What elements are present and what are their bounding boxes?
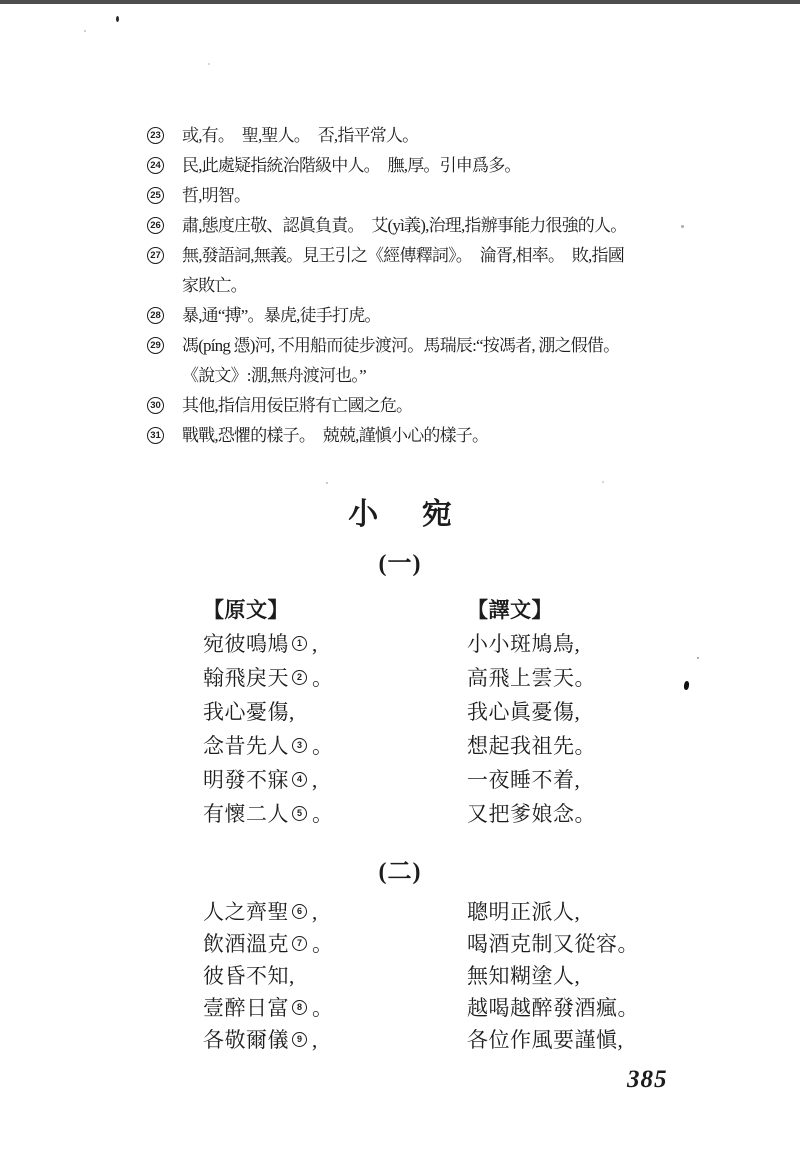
stanza-2-heading: (二) (378, 859, 422, 885)
annotation-item (147, 211, 767, 241)
annotation-item (147, 391, 767, 421)
circled-number: 30 (147, 397, 164, 414)
column-header-original: 【原文】 (203, 598, 289, 622)
poem-line-translation: 一夜睡不着, (467, 768, 581, 792)
poem-line-original: 飲酒溫克 7 。 (203, 932, 334, 956)
note-ref: 2 (292, 670, 307, 685)
column-header-translation: 【譯文】 (467, 598, 553, 622)
annotation-text: 戰戰,恐懼的樣子。 兢兢,謹愼小心的樣子。 (182, 426, 489, 445)
circled-number: 29 (147, 337, 164, 354)
page-number: 385 (627, 1066, 668, 1093)
annotation-text: 或,有。 聖,聖人。 否,指平常人。 (182, 126, 419, 145)
note-ref: 1 (292, 636, 307, 651)
annotation-text: 哲,明智。 (182, 186, 251, 205)
poem-line-translation: 越喝越醉發酒瘋。 (467, 996, 639, 1020)
annotation-item (147, 181, 767, 211)
note-ref: 3 (292, 738, 307, 753)
original-column (203, 896, 334, 1056)
poem-line-translation: 高飛上雲天。 (467, 666, 596, 690)
circled-number: 28 (147, 307, 164, 324)
circled-number: 27 (147, 247, 164, 264)
poem-line-original: 我心憂傷, (203, 700, 295, 724)
ink-speck (602, 481, 604, 483)
poem-line-translation: 又把爹娘念。 (467, 802, 596, 826)
annotation-text: 民,此處疑指統治階級中人。 膴,厚。引申爲多。 (182, 156, 521, 175)
poem-line-original: 念昔先人 3 。 (203, 734, 334, 758)
annotation-text: 無,發語詞,無義。見王引之《經傳釋詞》。 淪胥,相率。 敗,指國 家敗亡。 (182, 246, 624, 295)
annotation-item (147, 151, 767, 181)
translation-column (467, 593, 596, 831)
annotation-item (147, 301, 767, 331)
poem-line-original: 壹醉日富 8 。 (203, 996, 334, 1020)
annotations-list (147, 121, 767, 451)
stanza-1-heading: (一) (378, 551, 422, 577)
circled-number: 25 (147, 187, 164, 204)
annotation-text: 肅,態度庄敬、認眞負責。 艾(yì義),治理,指辦事能力很強的人。 (182, 216, 627, 235)
ink-speck (116, 16, 119, 22)
poem-line-original: 明發不寐 4 , (203, 768, 318, 792)
circled-number: 26 (147, 217, 164, 234)
poem-line-original: 各敬爾儀 9 , (203, 1028, 318, 1052)
ink-speck (208, 63, 210, 65)
note-ref: 5 (292, 806, 307, 821)
annotation-text: 暴,通“搏”。暴虎,徒手打虎。 (182, 306, 381, 325)
poem-line-translation: 無知糊塗人, (467, 964, 581, 988)
ink-speck (697, 657, 699, 659)
note-ref: 9 (292, 1032, 307, 1047)
poem-line-original: 有懷二人 5 。 (203, 802, 334, 826)
poem-line-translation: 喝酒克制又從容。 (467, 932, 639, 956)
scan-edge-bar (0, 0, 800, 4)
ink-speck (683, 681, 689, 691)
ink-speck (326, 482, 328, 484)
note-ref: 8 (292, 1000, 307, 1015)
poem-line-translation: 聰明正派人, (467, 900, 581, 924)
poem-line-original: 人之齊聖 6 , (203, 900, 318, 924)
poem-line-original: 彼昏不知, (203, 964, 295, 988)
poem-line-original: 宛彼鳴鳩 1 , (203, 632, 318, 656)
circled-number: 24 (147, 157, 164, 174)
annotation-item (147, 421, 767, 451)
ink-speck (681, 225, 684, 228)
annotation-item (147, 331, 767, 391)
poem-line-translation: 各位作風要謹愼, (467, 1028, 624, 1052)
annotation-text: 馮(píng 憑)河, 不用船而徒步渡河。馬瑞辰:“按馮者, 淜之假借。 《說文》:淜,無舟渡河也。” (182, 336, 620, 385)
circled-number: 31 (147, 427, 164, 444)
ink-speck (84, 30, 86, 32)
note-ref: 4 (292, 772, 307, 787)
annotation-text: 其他,指信用佞臣將有亡國之危。 (182, 396, 413, 415)
original-column (203, 593, 334, 831)
poem-title: 小宛 (348, 498, 496, 531)
note-ref: 7 (292, 936, 307, 951)
translation-column (467, 896, 639, 1056)
annotation-item (147, 241, 767, 301)
poem-line-translation: 我心眞憂傷, (467, 700, 581, 724)
poem-line-original: 翰飛戾天 2 。 (203, 666, 334, 690)
note-ref: 6 (292, 904, 307, 919)
poem-line-translation: 小小斑鳩鳥, (467, 632, 581, 656)
circled-number: 23 (147, 127, 164, 144)
poem-line-translation: 想起我祖先。 (467, 734, 596, 758)
annotation-item (147, 121, 767, 151)
